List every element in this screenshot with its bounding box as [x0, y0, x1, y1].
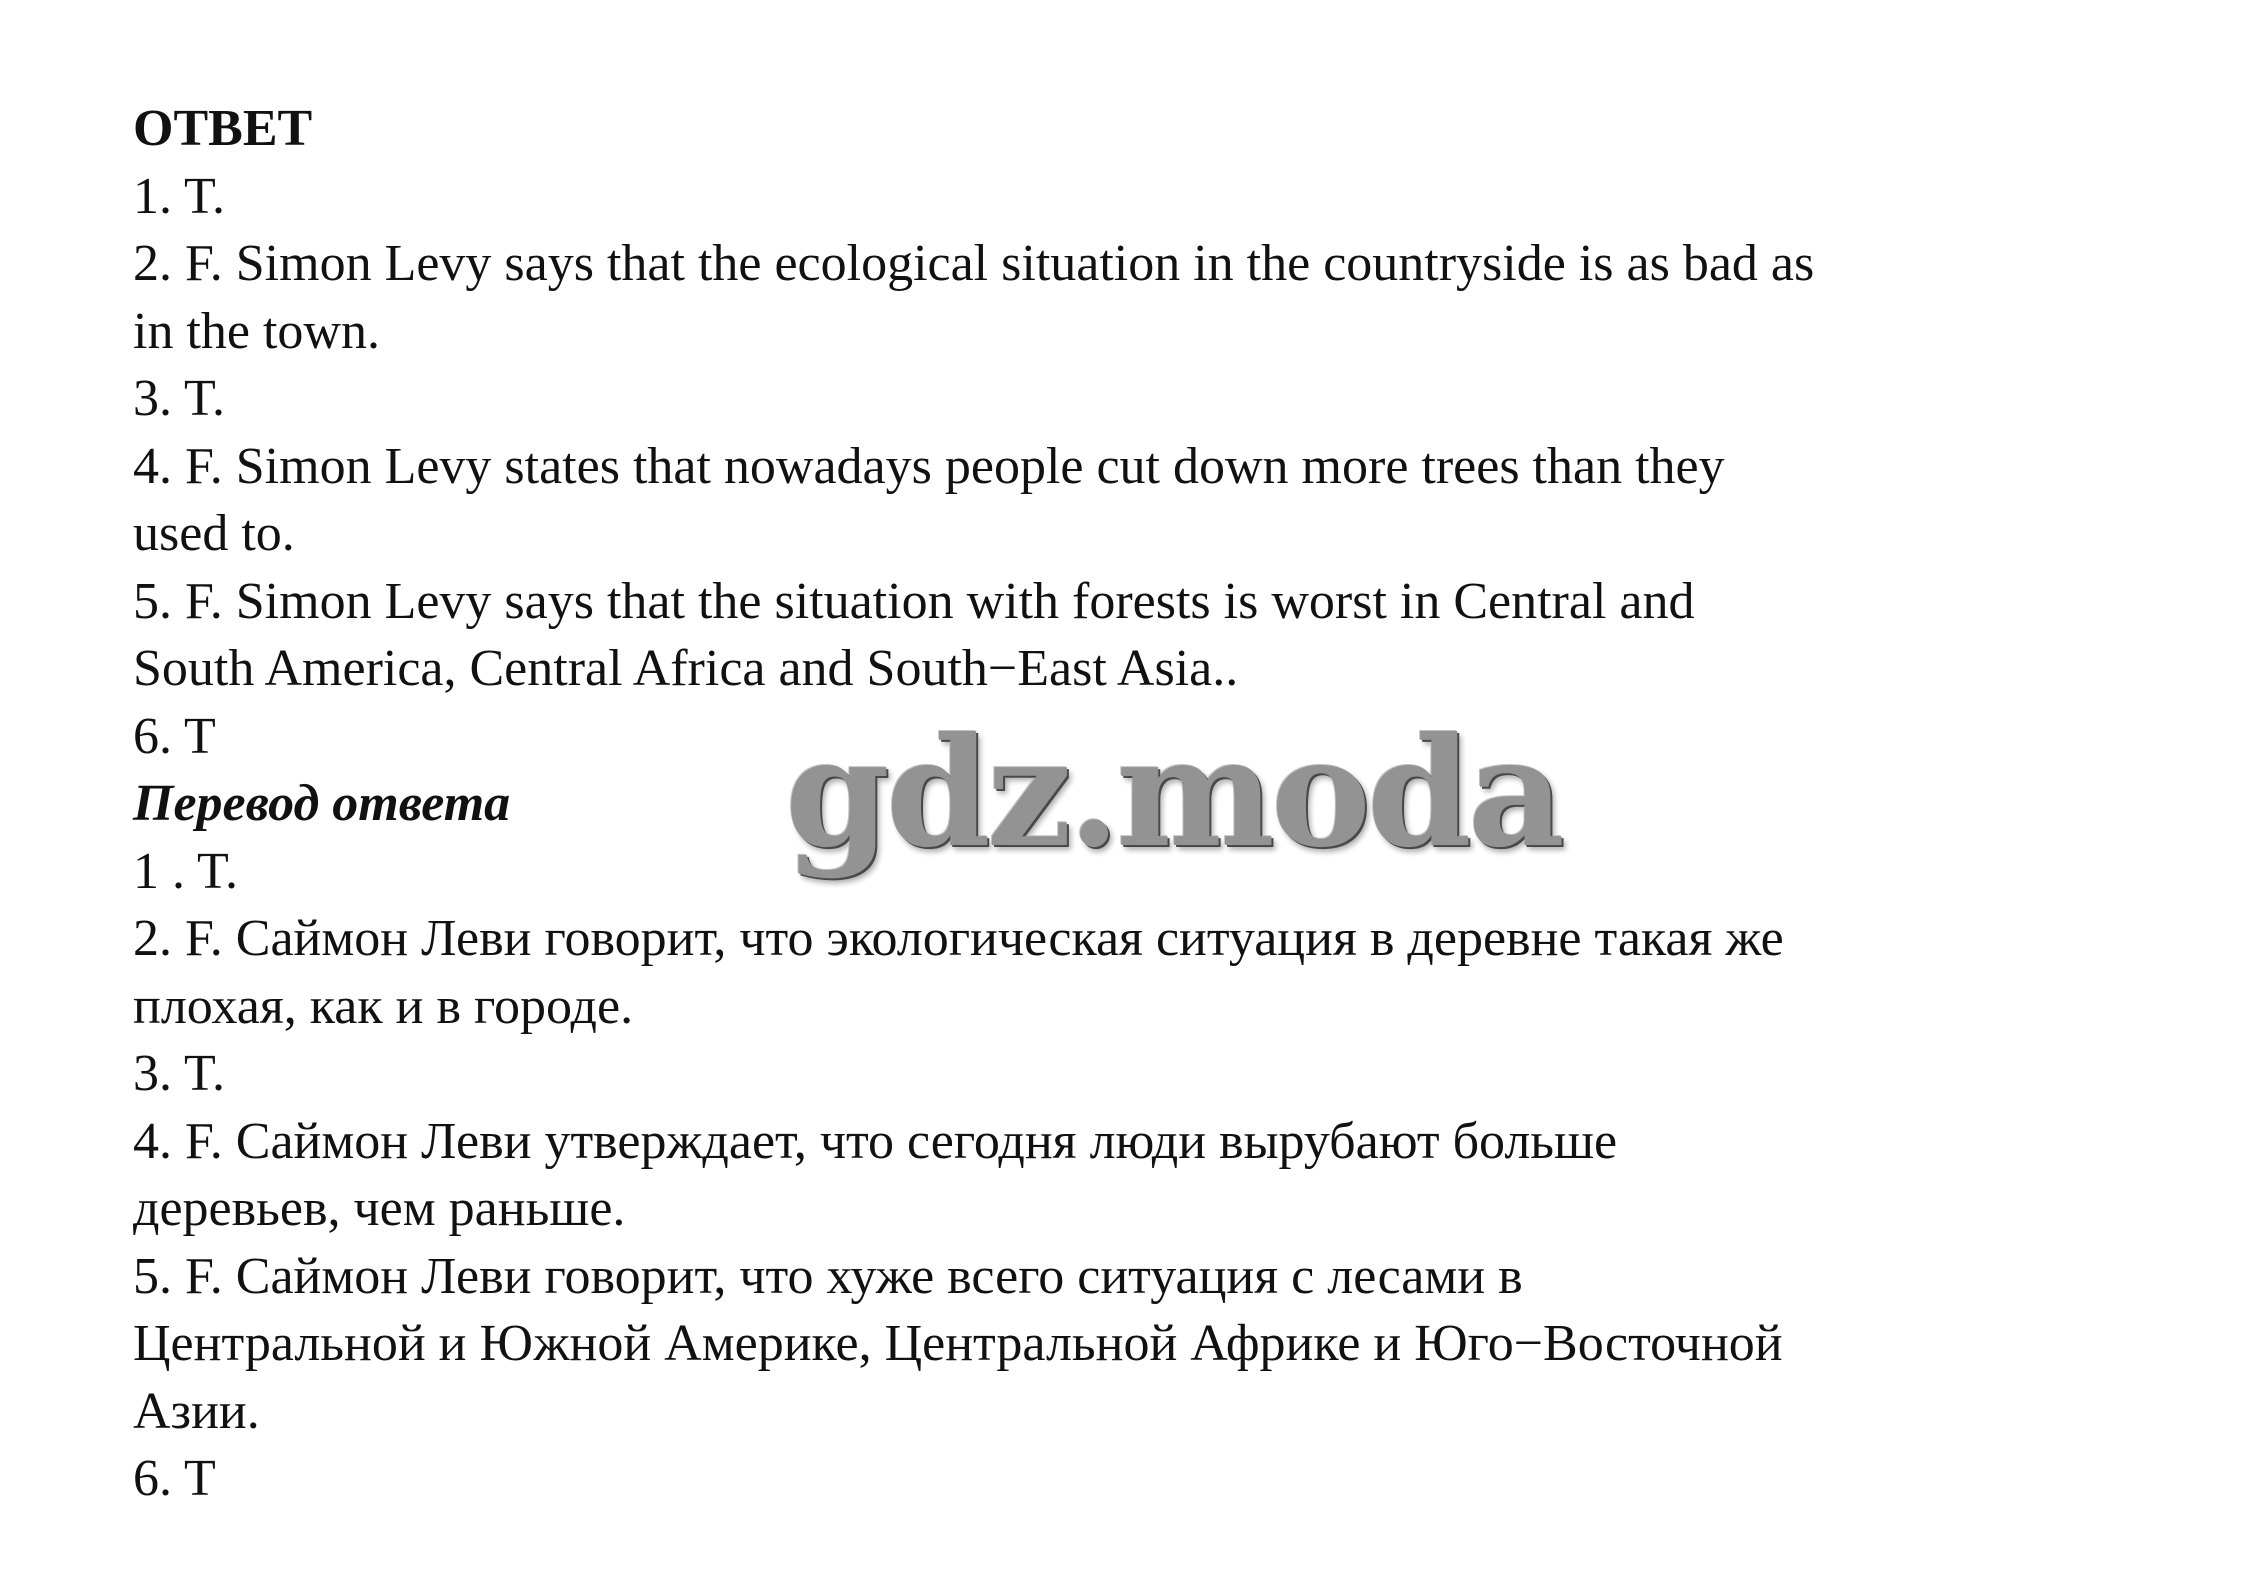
answer-line: South America, Central Africa and South−East Asia.. — [133, 640, 1239, 697]
translation-line: 3. T. — [133, 1045, 225, 1102]
translation-line: деревьев, чем раньше. — [133, 1180, 626, 1237]
answer-line: 4. F. Simon Levy states that nowadays people cut down more trees than they — [133, 437, 1725, 495]
answer-line: 3. T. — [133, 370, 225, 427]
answer-line: 1. T. — [133, 167, 225, 225]
answer-line: 6. T — [133, 707, 216, 765]
watermark-logo: gdz.moda — [785, 705, 1562, 881]
answer-heading: ОТВЕТ — [133, 100, 313, 157]
translation-heading: Перевод ответа — [133, 775, 511, 832]
answer-line: in the town. — [133, 302, 380, 360]
answer-line: 5. F. Simon Levy says that the situation with forests is worst in Central and — [133, 572, 1695, 630]
translation-line: плохая, как и в городе. — [133, 977, 634, 1035]
answer-line: used to. — [133, 505, 295, 562]
translation-line: Азии. — [133, 1382, 260, 1440]
answer-line: 2. F. Simon Levy says that the ecological situation in the countryside is as bad as — [133, 235, 1815, 292]
translation-line: Центральной и Южной Америке, Центральной Африке и Юго−Восточной — [133, 1315, 1783, 1372]
translation-line: 1 . T. — [133, 842, 238, 900]
translation-line: 4. F. Саймон Леви утверждает, что сегодня люди вырубают больше — [133, 1112, 1618, 1170]
translation-line: 5. F. Саймон Леви говорит, что хуже всего ситуация с лесами в — [133, 1247, 1523, 1305]
translation-line: 2. F. Саймон Леви говорит, что экологическая ситуация в деревне такая же — [133, 910, 1784, 967]
translation-line: 6. T — [133, 1450, 216, 1507]
